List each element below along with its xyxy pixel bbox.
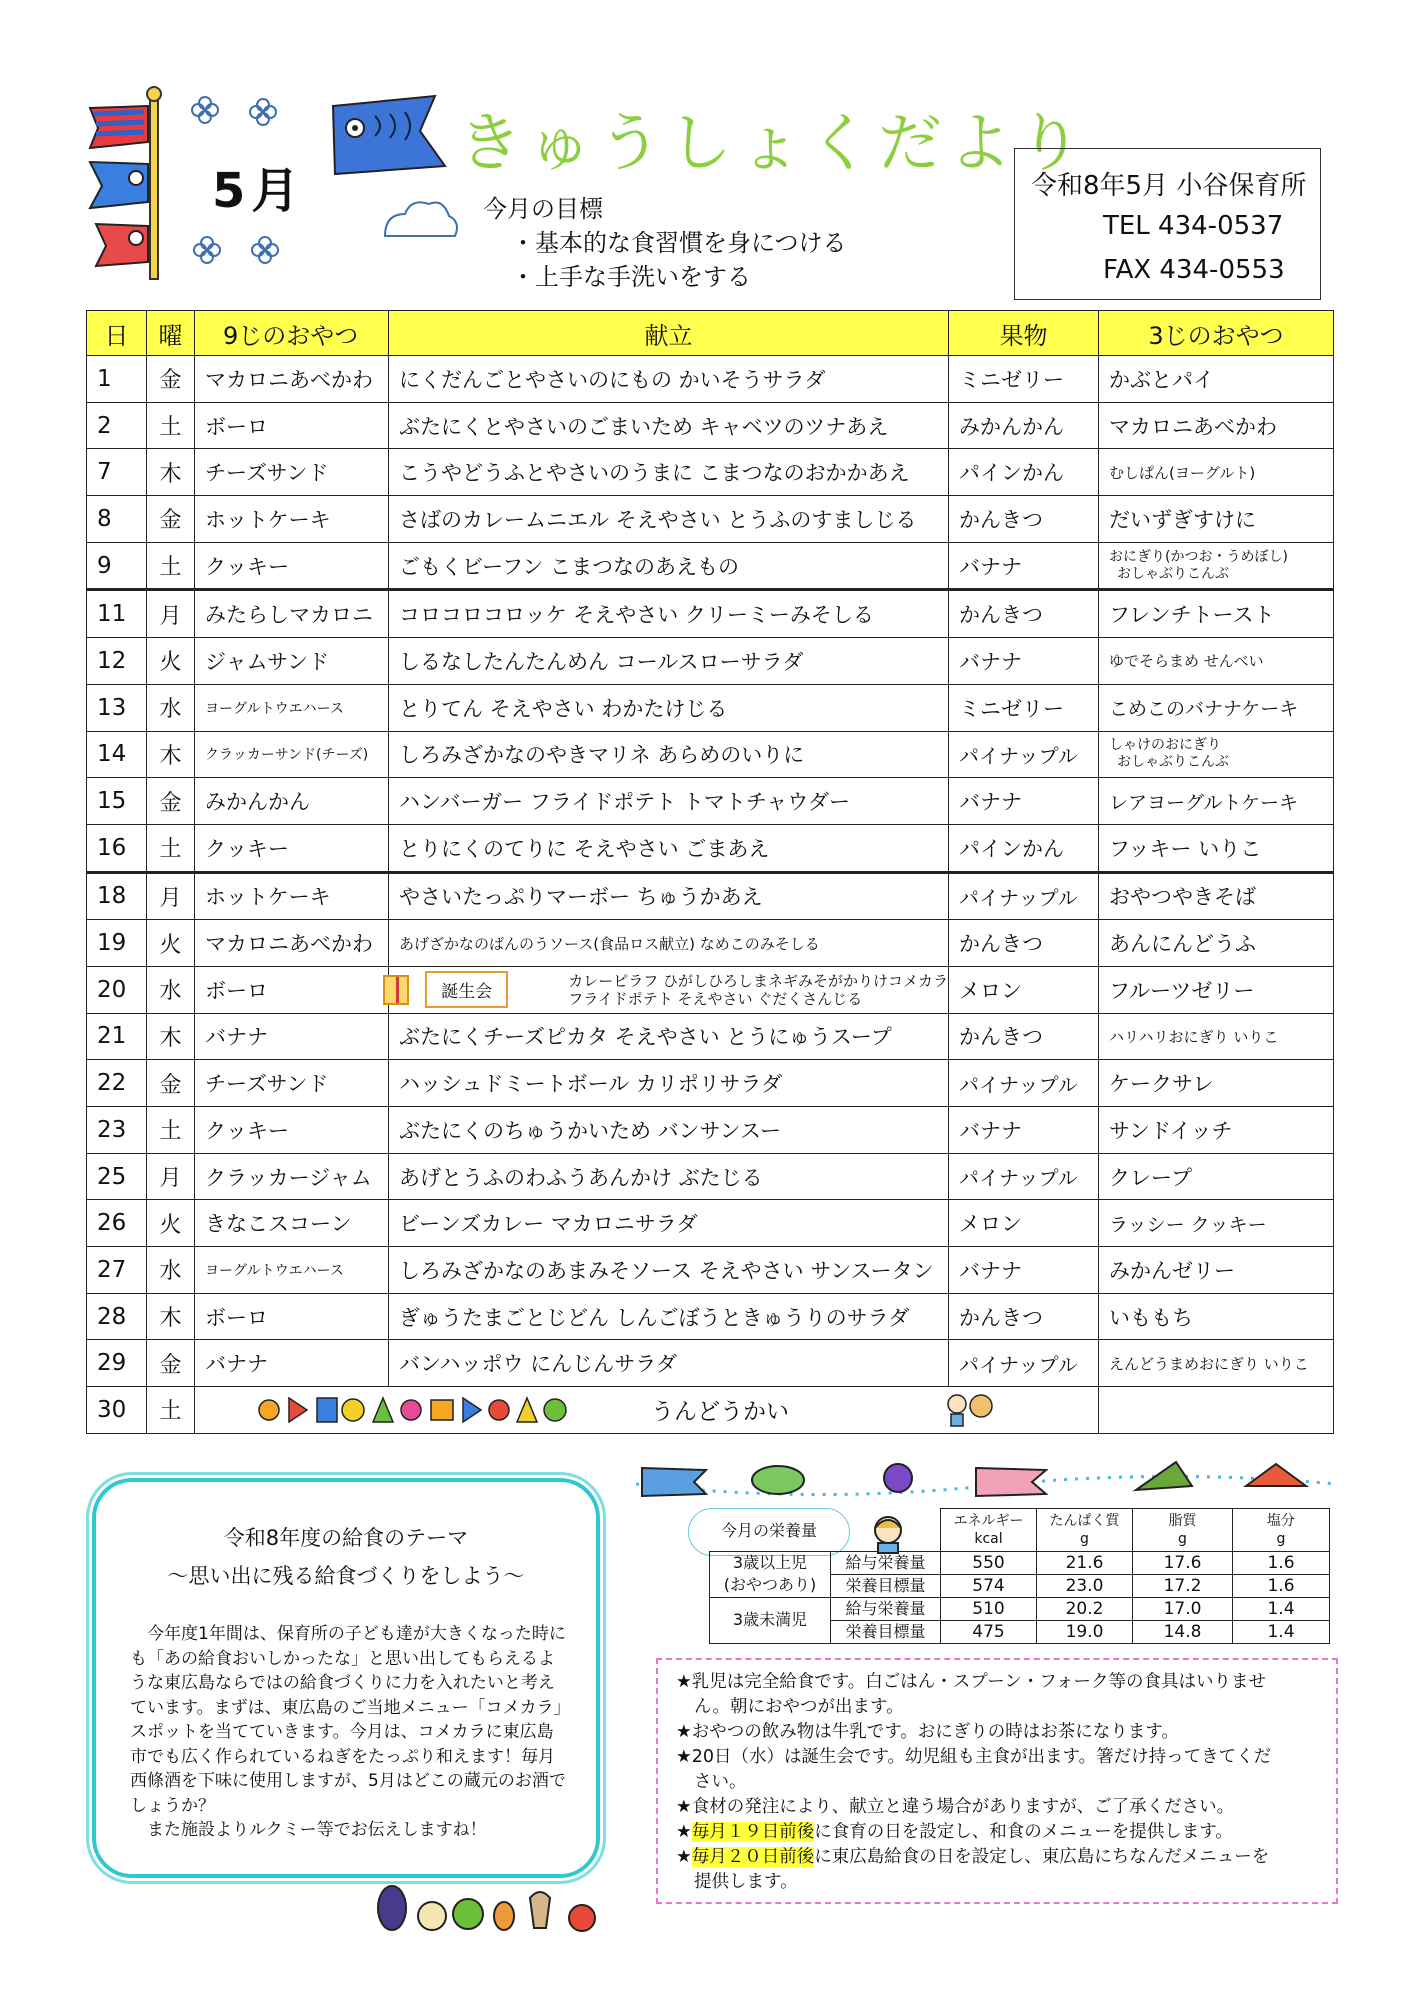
- morning-snack-cell: クラッカージャム: [195, 1153, 389, 1200]
- weekday-cell: 金: [147, 356, 195, 403]
- afternoon-snack-cell: レアヨーグルトケーキ: [1099, 778, 1334, 825]
- menu-cell: こうやどうふとやさいのうまに こまつなのおかかあえ: [389, 449, 949, 496]
- menu-row: [87, 684, 1334, 731]
- fruit-cell: かんきつ: [949, 920, 1099, 967]
- menu-cell: とりにくのてりに そえやさい ごまあえ: [389, 824, 949, 872]
- fish-streamer-illustration: [325, 86, 465, 286]
- day-cell: 30: [87, 1387, 147, 1434]
- weekday-cell: 火: [147, 1200, 195, 1247]
- value: 17.2: [1133, 1574, 1233, 1597]
- empty-cell: [1099, 1387, 1334, 1434]
- weekday-cell: 木: [147, 449, 195, 496]
- menu-cell: あげとうふのわふうあんかけ ぶたじる: [389, 1153, 949, 1200]
- menu-header-row: [87, 311, 1334, 356]
- fruit-cell: メロン: [949, 966, 1099, 1013]
- menu-row: [87, 824, 1334, 872]
- value: 1.6: [1233, 1551, 1330, 1574]
- note-line: ★20日（水）は誕生会です。幼児組も主食が出ます。箸だけ持ってきてくだ: [676, 1747, 1272, 1767]
- row-label: 栄養目標量: [831, 1620, 941, 1643]
- fruit-cell: メロン: [949, 1200, 1099, 1247]
- weekday-cell: 金: [147, 778, 195, 825]
- nutrition-header: たんぱく質 g: [1037, 1509, 1133, 1552]
- afternoon-snack-cell: フルーツゼリー: [1099, 966, 1334, 1013]
- theme-body: [130, 1622, 570, 1843]
- fruit-cell: パイナップル: [949, 872, 1099, 920]
- menu-row: [87, 542, 1334, 590]
- menu-cell: ぶたにくのちゅうかいため バンサンスー: [389, 1107, 949, 1154]
- day-cell: 13: [87, 684, 147, 731]
- nutrition-header-row: [710, 1509, 1330, 1552]
- morning-snack-cell: チーズサンド: [195, 1060, 389, 1107]
- row-label: 栄養目標量: [831, 1574, 941, 1597]
- fruit-cell: パイナップル: [949, 1060, 1099, 1107]
- afternoon-snack-cell: だいずぎすけに: [1099, 496, 1334, 543]
- afternoon-snack-cell: むしぱん(ヨーグルト): [1099, 449, 1334, 496]
- birthday-menu: カレーピラフ ひがしひろしまネギみそがかりけコメカラ フライドポテト そえやさい ぐだくさんじる: [568, 971, 948, 1008]
- morning-snack-cell: クッキー: [195, 542, 389, 590]
- goal-item: ・上手な手洗いをする: [511, 263, 751, 291]
- weekday-cell: 土: [147, 1107, 195, 1154]
- menu-cell: ぶたにくとやさいのごまいため キャベツのツナあえ: [389, 402, 949, 449]
- fruit-cell: パインかん: [949, 449, 1099, 496]
- note-line: 提供します。: [694, 1872, 798, 1892]
- value: 510: [941, 1597, 1037, 1620]
- header-morning-snack: 9じのおやつ: [195, 311, 389, 356]
- menu-cell: とりてん そえやさい わかたけじる: [389, 684, 949, 731]
- lunch-theme-box: [92, 1478, 600, 1878]
- nutrition-header: 塩分 g: [1233, 1509, 1330, 1552]
- day-cell: 21: [87, 1013, 147, 1060]
- menu-row: [87, 872, 1334, 920]
- weekday-cell: 火: [147, 638, 195, 685]
- menu-row: [87, 920, 1334, 967]
- morning-snack-cell: ボーロ: [195, 966, 389, 1013]
- weekday-cell: 土: [147, 824, 195, 872]
- menu-cell: バンハッポウ にんじんサラダ: [389, 1340, 949, 1387]
- note-line: ★おやつの飲み物は牛乳です。おにぎりの時はお茶になります。: [676, 1722, 1179, 1742]
- note-line: ★食材の発注により、献立と違う場合がありますが、ご了承ください。: [676, 1797, 1235, 1817]
- day-cell: 9: [87, 542, 147, 590]
- afternoon-snack-cell: おやつやきそば: [1099, 872, 1334, 920]
- day-cell: 22: [87, 1060, 147, 1107]
- weekday-cell: 土: [147, 542, 195, 590]
- fruit-cell: みかんかん: [949, 402, 1099, 449]
- weekday-cell: 月: [147, 590, 195, 638]
- note-line: ん。朝におやつが出ます。: [694, 1697, 904, 1717]
- morning-snack-cell: ホットケーキ: [195, 872, 389, 920]
- highlight: 毎月１９日前後: [691, 1822, 815, 1842]
- afternoon-snack-cell: フッキー いりこ: [1099, 824, 1334, 872]
- fruit-cell: かんきつ: [949, 1293, 1099, 1340]
- flower-decorations: [185, 90, 295, 270]
- theme-paragraph: 今年度1年間は、保育所の子ども達が大きくなった時にも「あの給食おいしかったな」と思い出してもらえるような東広島ならではの給食づくりに力を入れたいと考えています。まずは、東広島のご当地メニュー「コメカラ」スポットを当てていきます。今月は、コメカラに東広島市でも広く作られているねぎをたっぷり和えます！毎月西條酒を下味に使用しますが、5月はどこの蔵元のお酒でしょうか？: [130, 1624, 566, 1816]
- day-cell: 27: [87, 1247, 147, 1294]
- morning-snack-cell: バナナ: [195, 1340, 389, 1387]
- afternoon-snack-cell: こめこのバナナケーキ: [1099, 684, 1334, 731]
- fruit-cell: パイナップル: [949, 731, 1099, 778]
- fruit-cell: パイナップル: [949, 1153, 1099, 1200]
- day-cell: 16: [87, 824, 147, 872]
- weekday-cell: 火: [147, 920, 195, 967]
- day-cell: 7: [87, 449, 147, 496]
- menu-cell: コロコロコロッケ そえやさい クリーミーみそしる: [389, 590, 949, 638]
- theme-title: 令和8年度の給食のテーマ: [223, 1526, 469, 1550]
- kids-running-icon: [939, 1390, 999, 1430]
- value: 21.6: [1037, 1551, 1133, 1574]
- value: 550: [941, 1551, 1037, 1574]
- day-cell: 12: [87, 638, 147, 685]
- menu-cell: さばのカレームニエル そえやさい とうふのすましじる: [389, 496, 949, 543]
- weekday-cell: 月: [147, 1153, 195, 1200]
- value: 574: [941, 1574, 1037, 1597]
- menu-cell: あげざかなのばんのうソース(食品ロス献立) なめこのみそしる: [389, 920, 949, 967]
- day-cell: 25: [87, 1153, 147, 1200]
- note-line: ★乳児は完全給食です。白ごはん・スプーン・フォーク等の食具はいりませ: [676, 1672, 1267, 1692]
- value: 1.4: [1233, 1620, 1330, 1643]
- afternoon-snack-cell: ハリハリおにぎり いりこ: [1099, 1013, 1334, 1060]
- morning-snack-cell: マカロニあべかわ: [195, 356, 389, 403]
- menu-row: [87, 496, 1334, 543]
- nursery-info-box: [1014, 148, 1321, 300]
- menu-cell: ぶたにくチーズピカタ そえやさい とうにゅうスープ: [389, 1013, 949, 1060]
- menu-row: [87, 1293, 1334, 1340]
- row-label: 給与栄養量: [831, 1597, 941, 1620]
- morning-snack-cell: クラッカーサンド(チーズ): [195, 731, 389, 778]
- header-menu: 献立: [389, 311, 949, 356]
- note-line: ★毎月１９日前後に食育の日を設定し、和食のメニューを提供します。: [676, 1822, 1233, 1842]
- morning-snack-cell: みたらしマカロニ: [195, 590, 389, 638]
- menu-row: [87, 778, 1334, 825]
- note-line: さい。: [694, 1772, 747, 1792]
- morning-snack-cell: ヨーグルトウエハース: [195, 1247, 389, 1294]
- day-cell: 28: [87, 1293, 147, 1340]
- weekday-cell: 木: [147, 1013, 195, 1060]
- vegetable-characters-illustration: [372, 1868, 602, 1938]
- header-weekday: 曜: [147, 311, 195, 356]
- afternoon-snack-cell: しゃけのおにぎり おしゃぶりこんぶ: [1099, 731, 1334, 778]
- sports-day-cell: [195, 1387, 1099, 1434]
- menu-row: [87, 1153, 1334, 1200]
- age-group: 3歳以上児 (おやつあり): [710, 1551, 831, 1597]
- weekday-cell: 木: [147, 1293, 195, 1340]
- weekday-cell: 水: [147, 966, 195, 1013]
- afternoon-snack-cell: サンドイッチ: [1099, 1107, 1334, 1154]
- afternoon-snack-cell: えんどうまめおにぎり いりこ: [1099, 1340, 1334, 1387]
- afternoon-snack-cell: かぶとパイ: [1099, 356, 1334, 403]
- fruit-cell: かんきつ: [949, 590, 1099, 638]
- fruit-cell: バナナ: [949, 1247, 1099, 1294]
- afternoon-snack-cell: あんにんどうふ: [1099, 920, 1334, 967]
- morning-snack-cell: クッキー: [195, 824, 389, 872]
- menu-row: [87, 1200, 1334, 1247]
- day-cell: 26: [87, 1200, 147, 1247]
- menu-cell: しろみざかなのあまみそソース そえやさい サンスータン: [389, 1247, 949, 1294]
- menu-cell: ぎゅうたまごとじどん しんごぼうときゅうりのサラダ: [389, 1293, 949, 1340]
- menu-row: [87, 1060, 1334, 1107]
- day-cell: 20: [87, 966, 147, 1013]
- weekday-cell: 土: [147, 1387, 195, 1434]
- fruit-cell: バナナ: [949, 1107, 1099, 1154]
- menu-row: [87, 1107, 1334, 1154]
- header-day: 日: [87, 311, 147, 356]
- menu-row: [87, 638, 1334, 685]
- menu-row: [87, 449, 1334, 496]
- bunting-decoration-icon: [255, 1392, 585, 1428]
- morning-snack-cell: バナナ: [195, 1013, 389, 1060]
- fruit-cell: ミニゼリー: [949, 684, 1099, 731]
- header-fruit: 果物: [949, 311, 1099, 356]
- weekday-cell: 水: [147, 1247, 195, 1294]
- fruit-cell: パインかん: [949, 824, 1099, 872]
- menu-row: [87, 1247, 1334, 1294]
- morning-snack-cell: チーズサンド: [195, 449, 389, 496]
- monthly-goals: [483, 192, 847, 294]
- afternoon-snack-cell: ラッシー クッキー: [1099, 1200, 1334, 1247]
- afternoon-snack-cell: いももち: [1099, 1293, 1334, 1340]
- menu-cell: しるなしたんたんめん コールスローサラダ: [389, 638, 949, 685]
- note-line: ★毎月２０日前後に東広島給食の日を設定し、東広島にちなんだメニューを: [676, 1847, 1270, 1867]
- afternoon-snack-cell: マカロニあべかわ: [1099, 402, 1334, 449]
- menu-row: [87, 590, 1334, 638]
- value: 475: [941, 1620, 1037, 1643]
- fruit-cell: バナナ: [949, 778, 1099, 825]
- value: 19.0: [1037, 1620, 1133, 1643]
- fruit-cell: ミニゼリー: [949, 356, 1099, 403]
- nutrition-row: [710, 1597, 1330, 1620]
- menu-cell: ハッシュドミートボール カリポリサラダ: [389, 1060, 949, 1107]
- menu-row: [87, 402, 1334, 449]
- afternoon-snack-cell: クレープ: [1099, 1153, 1334, 1200]
- day-cell: 11: [87, 590, 147, 638]
- monthly-menu-table: [86, 310, 1334, 1434]
- date-and-nursery: 令和8年5月 小谷保育所: [1031, 171, 1307, 201]
- weekday-cell: 金: [147, 496, 195, 543]
- fruit-cell: バナナ: [949, 638, 1099, 685]
- day-cell: 18: [87, 872, 147, 920]
- row-label: 給与栄養量: [831, 1551, 941, 1574]
- menu-cell: にくだんごとやさいのにもの かいそうサラダ: [389, 356, 949, 403]
- menu-cell: しろみざかなのやきマリネ あらめのいりに: [389, 731, 949, 778]
- weekday-cell: 水: [147, 684, 195, 731]
- weekday-cell: 月: [147, 872, 195, 920]
- menu-row-sports-day: [87, 1387, 1334, 1434]
- morning-snack-cell: ボーロ: [195, 402, 389, 449]
- tel-number: TEL 434-0537: [1103, 211, 1284, 241]
- koinobori-illustration: [82, 86, 197, 286]
- theme-paragraph-closing: また施設よりルクミー等でお伝えしますね！: [147, 1820, 487, 1840]
- age-group: 3歳未満児: [710, 1597, 831, 1643]
- month-heading: 5月: [212, 163, 306, 219]
- menu-cell: やさいたっぷりマーボー ちゅうかあえ: [389, 872, 949, 920]
- afternoon-snack-cell: みかんゼリー: [1099, 1247, 1334, 1294]
- birthday-tag: 誕生会: [425, 971, 508, 1008]
- gift-icon: [383, 975, 409, 1005]
- value: 14.8: [1133, 1620, 1233, 1643]
- morning-snack-cell: ホットケーキ: [195, 496, 389, 543]
- menu-row: [87, 1013, 1334, 1060]
- weekday-cell: 金: [147, 1060, 195, 1107]
- menu-row: [87, 966, 1334, 1013]
- fruit-cell: バナナ: [949, 542, 1099, 590]
- value: 1.6: [1233, 1574, 1330, 1597]
- menu-row: [87, 731, 1334, 778]
- day-cell: 14: [87, 731, 147, 778]
- weekday-cell: 土: [147, 402, 195, 449]
- afternoon-snack-cell: おにぎり(かつお・うめぼし) おしゃぶりこんぶ: [1099, 542, 1334, 590]
- day-cell: 2: [87, 402, 147, 449]
- morning-snack-cell: みかんかん: [195, 778, 389, 825]
- goal-item: ・基本的な食習慣を身につける: [511, 229, 847, 257]
- menu-cell-birthday: [389, 966, 949, 1013]
- notes-box: [656, 1658, 1338, 1904]
- morning-snack-cell: マカロニあべかわ: [195, 920, 389, 967]
- menu-row: [87, 356, 1334, 403]
- seasonal-food-illustrations: [636, 1456, 1336, 1506]
- day-cell: 19: [87, 920, 147, 967]
- fruit-cell: パイナップル: [949, 1340, 1099, 1387]
- menu-row: [87, 1340, 1334, 1387]
- child-character-icon: [866, 1510, 910, 1554]
- day-cell: 8: [87, 496, 147, 543]
- weekday-cell: 金: [147, 1340, 195, 1387]
- day-cell: 23: [87, 1107, 147, 1154]
- day-cell: 29: [87, 1340, 147, 1387]
- nutrition-row: [710, 1551, 1330, 1574]
- header-afternoon-snack: 3じのおやつ: [1099, 311, 1334, 356]
- fruit-cell: かんきつ: [949, 1013, 1099, 1060]
- afternoon-snack-cell: フレンチトースト: [1099, 590, 1334, 638]
- nutrition-header: エネルギー kcal: [941, 1509, 1037, 1552]
- morning-snack-cell: ボーロ: [195, 1293, 389, 1340]
- value: 17.0: [1133, 1597, 1233, 1620]
- afternoon-snack-cell: ゆでそらまめ せんべい: [1099, 638, 1334, 685]
- morning-snack-cell: クッキー: [195, 1107, 389, 1154]
- fax-number: FAX 434-0553: [1103, 255, 1285, 285]
- nutrition-table: [709, 1508, 1330, 1644]
- newsletter-title: きゅうしょくだより: [458, 107, 1088, 181]
- morning-snack-cell: きなこスコーン: [195, 1200, 389, 1247]
- afternoon-snack-cell: ケークサレ: [1099, 1060, 1334, 1107]
- menu-cell: ごもくビーフン こまつなのあえもの: [389, 542, 949, 590]
- highlight: 毎月２０日前後: [691, 1847, 815, 1867]
- nutrition-header: 脂質 g: [1133, 1509, 1233, 1552]
- menu-cell: ハンバーガー フライドポテト トマトチャウダー: [389, 778, 949, 825]
- value: 23.0: [1037, 1574, 1133, 1597]
- day-cell: 15: [87, 778, 147, 825]
- morning-snack-cell: ジャムサンド: [195, 638, 389, 685]
- fruit-cell: かんきつ: [949, 496, 1099, 543]
- morning-snack-cell: ヨーグルトウエハース: [195, 684, 389, 731]
- goals-heading: 今月の目標: [483, 195, 603, 223]
- value: 1.4: [1233, 1597, 1330, 1620]
- theme-subtitle: ～思い出に残る給食づくりをしよう～: [167, 1564, 525, 1588]
- value: 17.6: [1133, 1551, 1233, 1574]
- weekday-cell: 木: [147, 731, 195, 778]
- nutrition-label: 今月の栄養量: [688, 1508, 850, 1556]
- menu-cell: ビーンズカレー マカロニサラダ: [389, 1200, 949, 1247]
- day-cell: 1: [87, 356, 147, 403]
- sports-day-label: うんどうかい: [651, 1399, 789, 1426]
- value: 20.2: [1037, 1597, 1133, 1620]
